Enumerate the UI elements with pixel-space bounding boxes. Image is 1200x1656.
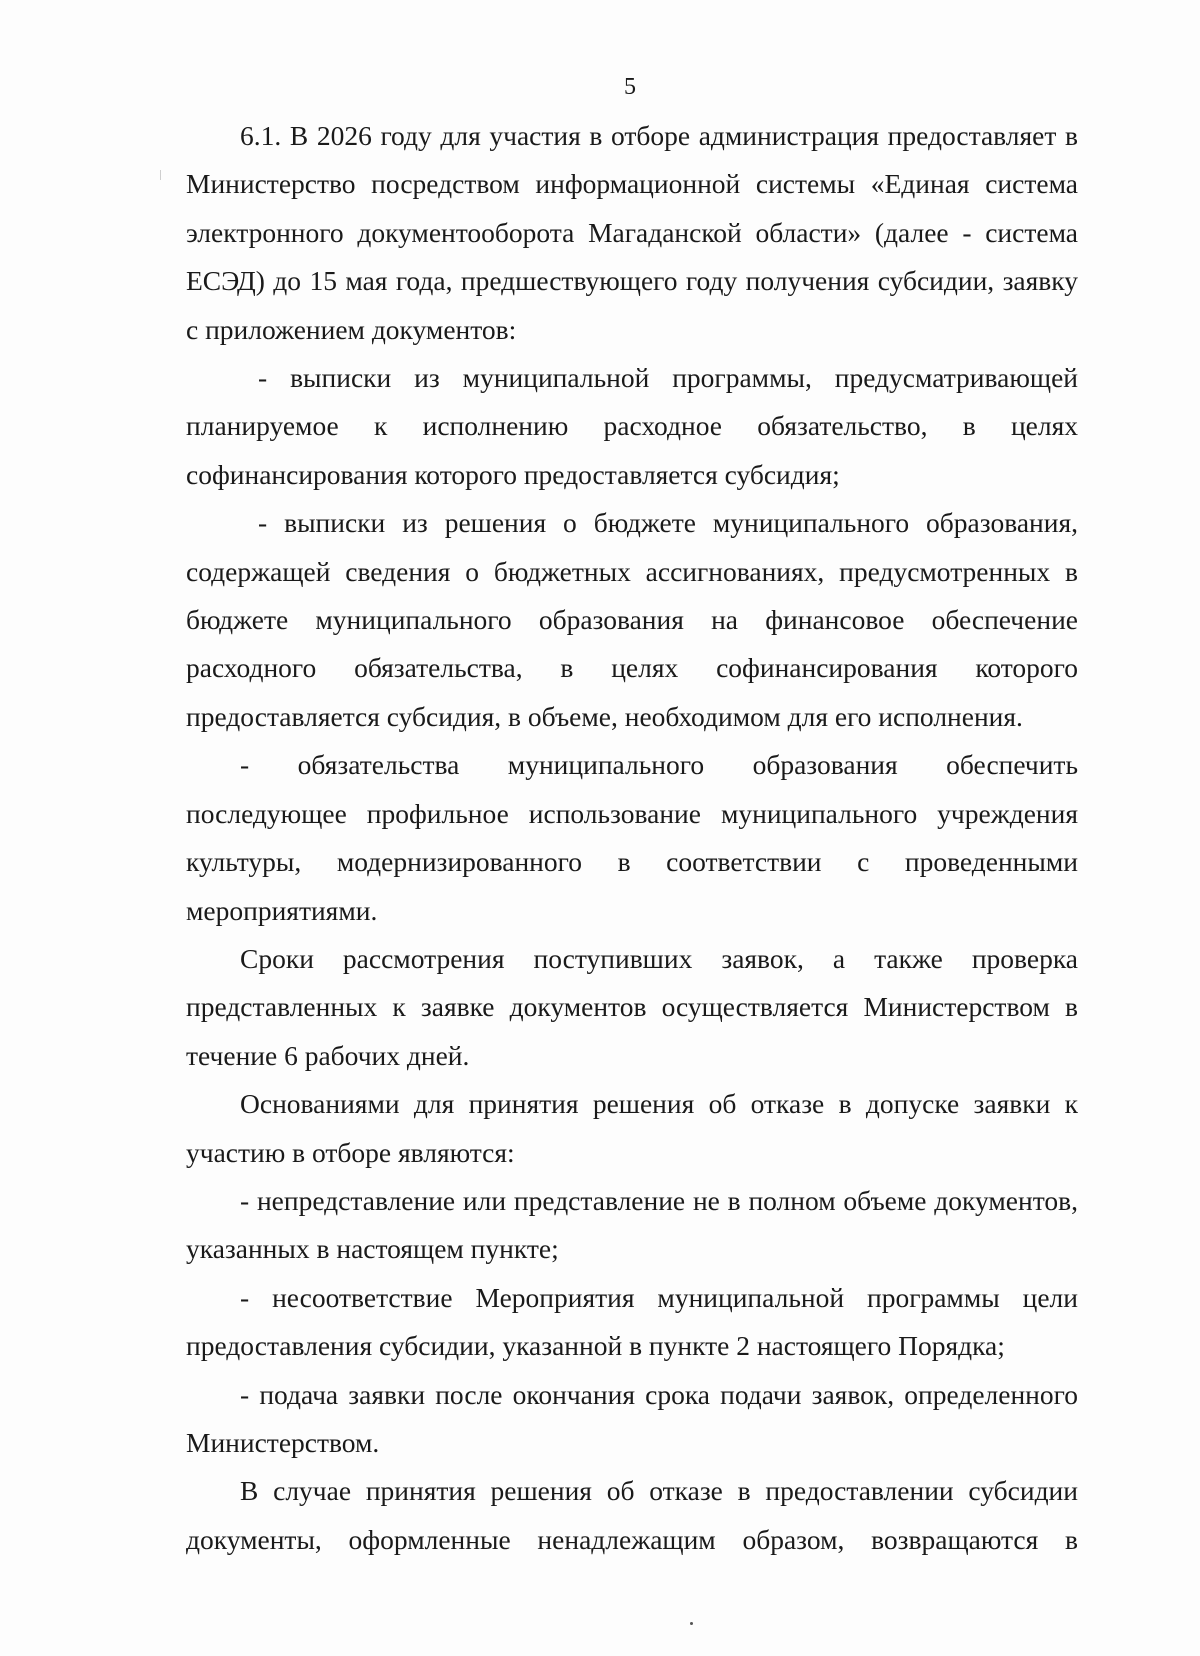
scan-artifact: [160, 170, 161, 180]
document-body: [186, 112, 1078, 1564]
list-item-budget-extract: - выписки из решения о бюджете муниципального образования, содержащей сведения о бюджетных ассигнованиях, предусмотренных в бюджете муниципального образования на финансовое обеспечение расходного обязательства, в целях софинансирования которого предоставляется субсидия, в объеме, необходимом для его исполнения.: [186, 507, 1078, 732]
paragraph-refusal-case: В случае принятия решения об отказе в предоставлении субсидии документы, оформленные ненадлежащим образом, возвращаются в: [186, 1475, 1078, 1555]
list-item-late-submission: - подача заявки после окончания срока подачи заявок, определенного Министерством.: [186, 1378, 1078, 1458]
list-item-obligation: - обязательства муниципального образования обеспечить последующее профильное использование муниципального учреждения культуры, модернизированного в соответствии с проведенными мероприятиями.: [186, 749, 1078, 926]
page-number: 5: [624, 74, 636, 100]
list-item-incomplete-documents: - непредставление или представление не в полном объеме документов, указанных в настоящем пункте;: [186, 1184, 1078, 1265]
paragraph-refusal-grounds: Основаниями для принятия решения об отказе в допуске заявки к участию в отборе являются:: [186, 1088, 1078, 1168]
list-item-goal-mismatch: - несоответствие Мероприятия муниципальной программы цели предоставления субсидии, указанной в пункте 2 настоящего Порядка;: [186, 1281, 1078, 1362]
paragraph-6-1: 6.1. В 2026 году для участия в отборе администрация предоставляет в Министерство посредством информационной системы «Единая система электронного документооборота Магаданской области» (далее - система ЕСЭД) до 15 мая года, предшествующего году получения субсидии, заявку с приложением документов:: [186, 120, 1078, 345]
paragraph-review-terms: Сроки рассмотрения поступивших заявок, а также проверка представленных к заявке документов осуществляется Министерством в течение 6 рабочих дней.: [186, 942, 1078, 1071]
scan-artifact-dot: [690, 1622, 693, 1625]
list-item-program-extract: - выписки из муниципальной программы, предусматривающей планируемое к исполнению расходное обязательство, в целях софинансирования которого предоставляется субсидия;: [186, 362, 1078, 490]
